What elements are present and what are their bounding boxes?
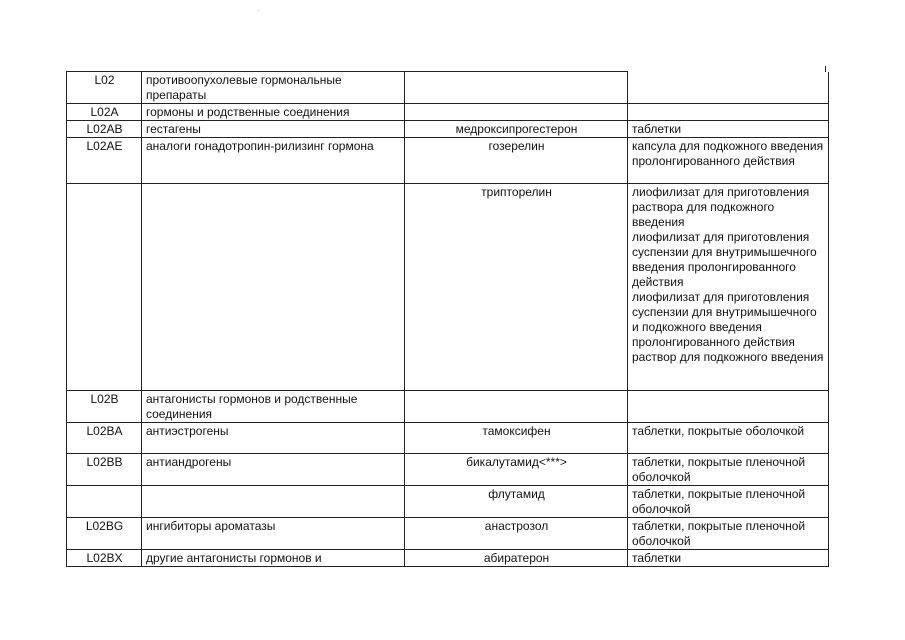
group-name-cell bbox=[142, 184, 405, 391]
table-row bbox=[67, 104, 829, 121]
atc-code-cell: L02BG bbox=[67, 518, 142, 550]
drug-name-cell: абиратерон bbox=[405, 550, 628, 567]
drug-name-cell: анастрозол bbox=[405, 518, 628, 550]
drug-name-cell: гозерелин bbox=[405, 138, 628, 184]
drug-name-cell bbox=[405, 391, 628, 423]
table-row bbox=[67, 121, 829, 138]
dosage-form-cell bbox=[628, 454, 829, 486]
table-row bbox=[67, 138, 829, 184]
table-row bbox=[67, 550, 829, 567]
group-name-cell: гестагены bbox=[142, 121, 405, 138]
atc-code-cell bbox=[67, 184, 142, 391]
drug-name-cell: тамоксифен bbox=[405, 423, 628, 454]
dosage-form-text: таблетки, покрытые пленочной оболочкой bbox=[632, 519, 806, 548]
group-name-cell: антиэстрогены bbox=[142, 423, 405, 454]
dosage-form-text: лиофилизат для приготовления суспензии для внутримышечного и подкожного введения пролонгированного действия bbox=[632, 290, 817, 349]
group-name-cell: ингибиторы ароматазы bbox=[142, 518, 405, 550]
table-row bbox=[67, 391, 829, 423]
dosage-form-text: таблетки bbox=[632, 551, 682, 565]
dosage-form-cell bbox=[628, 518, 829, 550]
group-name-cell: гормоны и родственные соединения bbox=[142, 104, 405, 121]
group-name-cell: аналоги гонадотропин-рилизинг гормона bbox=[142, 138, 405, 184]
dosage-form-text: таблетки bbox=[632, 122, 682, 136]
table-row bbox=[67, 72, 829, 104]
drug-name-cell: бикалутамид<***> bbox=[405, 454, 628, 486]
dosage-form-text: лиофилизат для приготовления раствора для подкожного введения bbox=[632, 185, 810, 229]
dosage-form-cell bbox=[628, 138, 829, 184]
dosage-form-cell bbox=[628, 391, 829, 423]
drug-classification-table bbox=[66, 71, 829, 567]
atc-code-cell: L02 bbox=[67, 72, 142, 104]
dosage-form-cell bbox=[628, 184, 829, 391]
group-name-cell: антагонисты гормонов и родственные соединения bbox=[142, 391, 405, 423]
dosage-form-text: таблетки, покрытые пленочной оболочкой bbox=[632, 487, 806, 516]
dosage-form-cell bbox=[628, 104, 829, 121]
table-row bbox=[67, 454, 829, 486]
dosage-form-text: таблетки, покрытые пленочной оболочкой bbox=[632, 455, 806, 484]
drug-name-cell bbox=[405, 104, 628, 121]
drug-name-cell: медроксипрогестерон bbox=[405, 121, 628, 138]
dosage-form-text: раствор для подкожного введения bbox=[632, 350, 824, 364]
group-name-cell bbox=[142, 486, 405, 518]
group-name-cell: противоопухолевые гормональные препараты bbox=[142, 72, 405, 104]
dosage-form-cell bbox=[628, 72, 829, 104]
table-row bbox=[67, 423, 829, 454]
atc-code-cell: L02AB bbox=[67, 121, 142, 138]
group-name-cell: антиандрогены bbox=[142, 454, 405, 486]
drug-name-cell: трипторелин bbox=[405, 184, 628, 391]
drug-name-cell bbox=[405, 72, 628, 104]
table-row bbox=[67, 518, 829, 550]
table-row bbox=[67, 486, 829, 518]
dosage-form-text: таблетки, покрытые оболочкой bbox=[632, 424, 805, 438]
dosage-form-cell bbox=[628, 423, 829, 454]
table-row bbox=[67, 184, 829, 391]
group-name-cell: другие антагонисты гормонов и bbox=[142, 550, 405, 567]
atc-code-cell: L02BB bbox=[67, 454, 142, 486]
dosage-form-cell bbox=[628, 550, 829, 567]
drug-name-cell: флутамид bbox=[405, 486, 628, 518]
dosage-form-text: лиофилизат для приготовления суспензии для внутримышечного введения пролонгированного действия bbox=[632, 230, 817, 289]
atc-code-cell: L02BA bbox=[67, 423, 142, 454]
dosage-form-text: капсула для подкожного введения пролонгированного действия bbox=[632, 139, 824, 168]
atc-code-cell: L02AE bbox=[67, 138, 142, 184]
atc-code-cell: L02BX bbox=[67, 550, 142, 567]
atc-code-cell bbox=[67, 486, 142, 518]
scan-speck bbox=[258, 10, 259, 11]
atc-code-cell: L02B bbox=[67, 391, 142, 423]
atc-code-cell: L02A bbox=[67, 104, 142, 121]
dosage-form-cell bbox=[628, 121, 829, 138]
dosage-form-cell bbox=[628, 486, 829, 518]
